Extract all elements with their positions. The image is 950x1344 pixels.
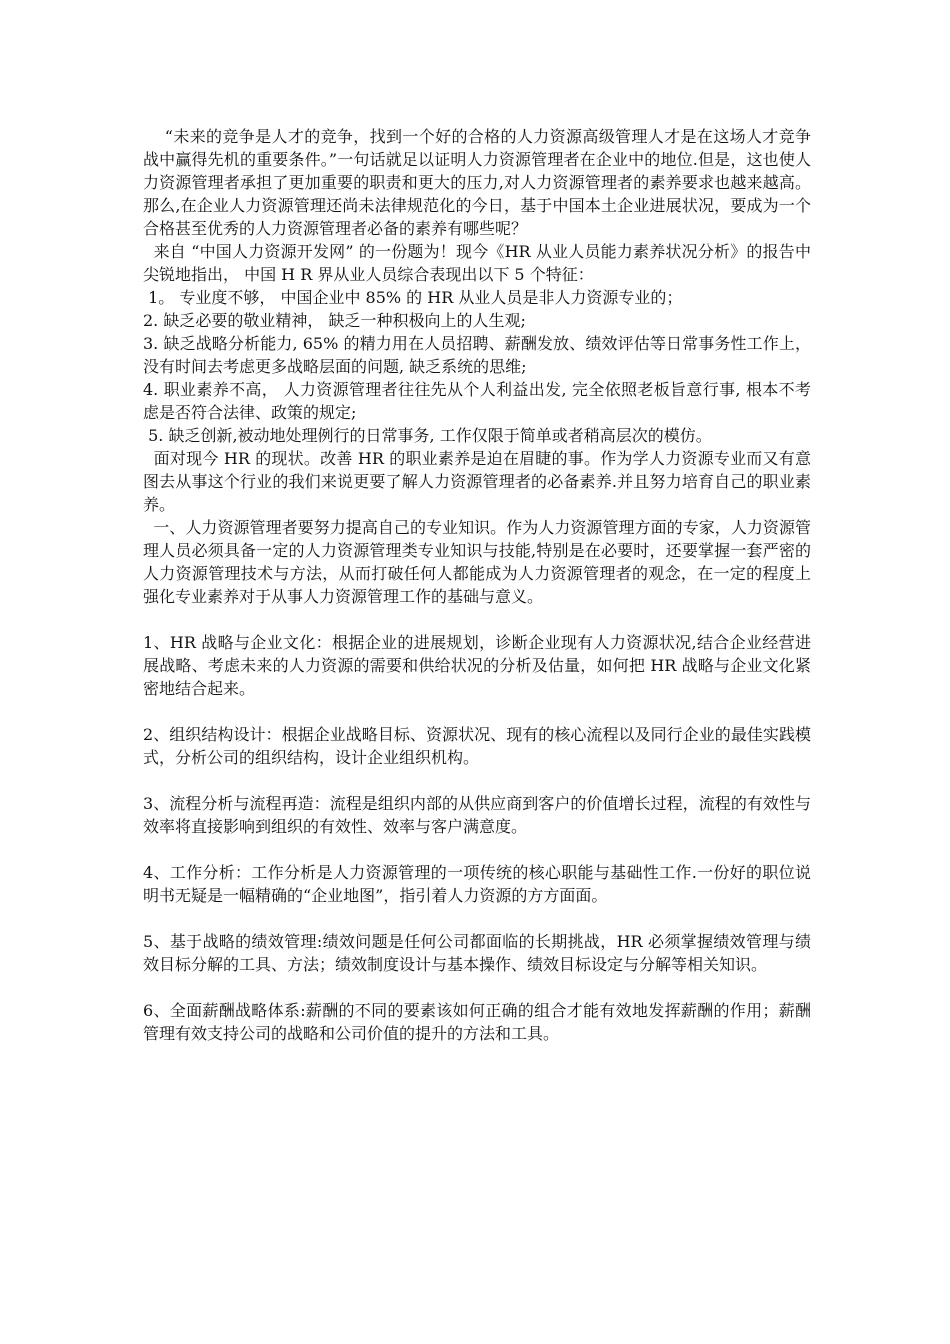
paragraph-spacer <box>143 700 811 723</box>
feature-item: 3. 缺乏战略分析能力, 65% 的精力用在人员招聘、薪酬发放、绩效评估等日常事务性工作上， 没有时间去考虑更多战略层面的问题, 缺乏系统的思维; <box>143 334 817 376</box>
knowledge-item: 3、流程分析与流程再造：流程是组织内部的从供应商到客户的价值增长过程，流程的有效性与效率将直接影响到组织的有效性、效率与客户满意度。 <box>143 794 811 836</box>
knowledge-item: 6、全面薪酬战略体系:薪酬的不同的要素该如何正确的组合才能有效地发挥薪酬的作用；薪酬管理有效支持公司的战略和公司价值的提升的方法和工具。 <box>143 1001 811 1043</box>
intro-paragraph: “未来的竞争是人才的竞争，找到一个好的合格的人力资源高级管理人才是在这场人才竞争战中赢得先机的重要条件。”一句话就足以证明人力资源管理者在企业中的地位.但是，这也使人力资源管理者承担了更加重要的职责和更大的压力,对人力资源管理者的素养要求也越来越高。那么,在企业人力资源管理还尚未法律规范化的今日，基于中国本土企业进展状况，要成为一个合格甚至优秀的人力资源管理者必备的素养有哪些呢？ <box>143 127 812 238</box>
feature-item: 5. 缺乏创新,被动地处理例行的日常事务, 工作仅限于简单或者稍高层次的模仿。 <box>143 426 712 445</box>
document-page <box>143 125 817 1045</box>
knowledge-item: 4、工作分析：工作分析是人力资源管理的一项传统的核心职能与基础性工作.一份好的职位说明书无疑是一幅精确的“企业地图”，指引着人力资源的方方面面。 <box>143 863 811 905</box>
knowledge-item: 2、组织结构设计：根据企业战略目标、资源状况、现有的核心流程以及同行企业的最佳实践模式，分析公司的组织结构，设计企业组织机构。 <box>143 725 811 767</box>
feature-item: 2. 缺乏必要的敬业精神， 缺乏一种积极向上的人生观; <box>143 311 526 330</box>
section-one-paragraph: 一、人力资源管理者要努力提高自己的专业知识。作为人力资源管理方面的专家，人力资源管理人员必须具备一定的人力资源管理类专业知识与技能,特别是在必要时，还要掌握一套严密的人力资源管理技术与方法，从而打破任何人都能成为人力资源管理者的观念，在一定的程度上强化专业素养对于从事人力资源管理工作的基础与意义。 <box>143 518 811 606</box>
knowledge-item: 1、HR 战略与企业文化：根据企业的进展规划，诊断企业现有人力资源状况,结合企业经营进展战略、考虑未来的人力资源的需要和供给状况的分析及估量，如何把 HR 战略与企业文化紧密地结合起来。 <box>143 633 811 698</box>
paragraph-spacer <box>143 769 811 792</box>
paragraph-spacer <box>143 838 811 861</box>
paragraph-spacer <box>143 907 811 930</box>
facing-paragraph: 面对现今 HR 的现状。改善 HR 的职业素养是迫在眉睫的事。作为学人力资源专业而又有意图去从事这个行业的我们来说更要了解人力资源管理者的必备素养.并且努力培育自己的职业素养。 <box>143 449 811 514</box>
report-paragraph: 来自 “中国人力资源开发网” 的一份题为！现今《HR 从业人员能力素养状况分析》的报告中尖锐地指出， 中国 H R 界从业人员综合表现出以下 5 个特征： <box>143 242 811 284</box>
feature-item: 1。 专业度不够， 中国企业中 85% 的 HR 从业人员是非人力资源专业的； <box>143 288 683 307</box>
knowledge-item: 5、基于战略的绩效管理:绩效问题是任何公司都面临的长期挑战，HR 必须掌握绩效管理与绩效目标分解的工具、方法；绩效制度设计与基本操作、绩效目标设定与分解等相关知识。 <box>143 932 811 974</box>
feature-item: 4. 职业素养不高， 人力资源管理者往往先从个人利益出发, 完全依照老板旨意行事, 根本不考虑是否符合法律、政策的规定; <box>143 380 811 422</box>
paragraph-spacer <box>143 608 811 631</box>
paragraph-spacer <box>143 976 811 999</box>
